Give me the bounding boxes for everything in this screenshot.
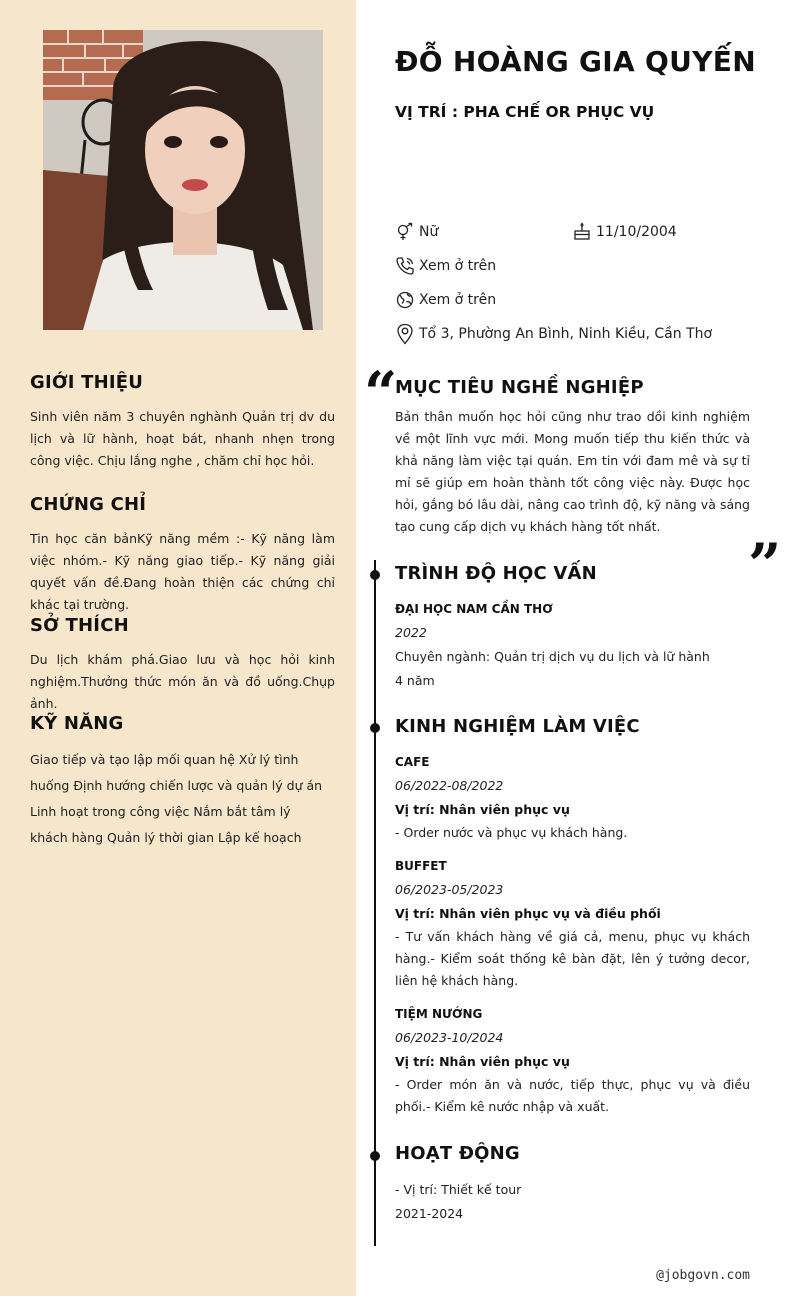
- birthdate-value: 11/10/2004: [596, 224, 677, 240]
- hobbies-title: SỞ THÍCH: [30, 615, 129, 636]
- job-entry: [395, 750, 750, 844]
- birthdate-row: [572, 222, 677, 242]
- quote-open-icon: “: [364, 359, 398, 427]
- job-period: 06/2022-08/2022: [395, 778, 504, 793]
- gender-value: Nữ: [419, 224, 439, 240]
- activities-title: HOẠT ĐỘNG: [395, 1143, 520, 1164]
- website-row: [395, 290, 496, 310]
- activities-role: - Vị trí: Thiết kế tour: [395, 1182, 522, 1197]
- timeline-dot-education: [370, 570, 380, 580]
- phone-value: Xem ở trên: [419, 258, 497, 274]
- job-role: Vị trí: Nhân viên phục vụ: [395, 1054, 570, 1069]
- location-pin-icon: [395, 323, 415, 345]
- experience-title: KINH NGHIỆM LÀM VIỆC: [395, 716, 640, 737]
- job-position: VỊ TRÍ : PHA CHẾ OR PHỤC VỤ: [395, 103, 655, 121]
- job-role: Vị trí: Nhân viên phục vụ và điều phối: [395, 906, 661, 921]
- gender-row: [395, 222, 438, 242]
- phone-row: [395, 256, 496, 276]
- website-value: Xem ở trên: [419, 292, 497, 308]
- job-company: TIỆM NƯỚNG: [395, 1007, 483, 1021]
- sidebar: [0, 0, 356, 1296]
- skills-section: [30, 713, 325, 851]
- education-title: TRÌNH ĐỘ HỌC VẤN: [395, 563, 597, 584]
- job-entry: [395, 854, 750, 992]
- phone-icon: [395, 256, 415, 276]
- hobbies-section: [30, 615, 335, 715]
- job-period: 06/2023-05/2023: [395, 882, 504, 897]
- certificates-title: CHỨNG CHỈ: [30, 494, 147, 515]
- quote-close-icon: ”: [748, 531, 782, 599]
- education-major: Chuyên ngành: Quản trị dịch vụ du lịch và lữ hành: [395, 649, 710, 664]
- candidate-name: ĐỖ HOÀNG GIA QUYẾN: [395, 45, 756, 78]
- timeline-dot-experience: [370, 723, 380, 733]
- main-content: [356, 0, 790, 1296]
- school-name: ĐẠI HỌC NAM CẦN THƠ: [395, 602, 553, 616]
- job-description: - Order nước và phục vụ khách hàng.: [395, 825, 628, 840]
- intro-text: Sinh viên năm 3 chuyên nghành Quản trị dv du lịch và lữ hành, hoạt bát, nhanh nhẹn trong công việc. Chịu lắng nghe , chăm chỉ học hỏi.: [30, 409, 335, 468]
- globe-icon: [395, 290, 415, 310]
- activities-entry: [395, 1178, 750, 1226]
- profile-photo: [43, 30, 323, 330]
- address-value: Tổ 3, Phường An Bình, Ninh Kiều, Cần Thơ: [419, 326, 713, 342]
- job-period: 06/2023-10/2024: [395, 1030, 504, 1045]
- activities-years: 2021-2024: [395, 1206, 464, 1221]
- job-company: BUFFET: [395, 859, 447, 873]
- education-entry: [395, 597, 750, 693]
- job-entry: [395, 1002, 750, 1118]
- cake-icon: [572, 222, 592, 242]
- objective-title: MỤC TIÊU NGHỀ NGHIỆP: [395, 377, 644, 398]
- timeline-line: [374, 560, 376, 1246]
- footer-watermark: @jobgovn.com: [656, 1268, 750, 1283]
- education-duration: 4 năm: [395, 673, 435, 688]
- intro-section: [30, 372, 335, 472]
- timeline-dot-activities: [370, 1151, 380, 1161]
- job-description: - Order món ăn và nước, tiếp thực, phục vụ và điều phối.- Kiểm kê nước nhập và xuất.: [395, 1077, 750, 1114]
- education-year: 2022: [395, 625, 427, 640]
- hobbies-text: Du lịch khám phá.Giao lưu và học hỏi kinh nghiệm.Thưởng thức món ăn và đồ uống.Chụp ảnh.: [30, 652, 335, 711]
- certificates-text: Tin học căn bảnKỹ năng mềm :- Kỹ năng làm việc nhóm.- Kỹ năng giao tiếp.- Kỹ năng giải quyết vấn đề.Đang hoàn thiện các chứng chỉ khác tại trường.: [30, 531, 335, 612]
- job-description: - Tư vấn khách hàng về giá cả, menu, phục vụ khách hàng.- Kiểm soát thống kê bàn đặt, lên ý tưởng decor, liên hệ khách hàng.: [395, 929, 750, 988]
- job-role: Vị trí: Nhân viên phục vụ: [395, 802, 570, 817]
- gender-icon: [395, 222, 415, 242]
- objective-text: Bản thân muốn học hỏi cũng như trao dồi kinh nghiệm về một lĩnh vực mới. Mong muốn tiếp thu kiến thức và khả năng làm việc tại quán. Em tin với đam mê và sự tỉ mỉ sẽ giúp em hoàn thành tốt công việc này. Được học hỏi, gắng bó lâu dài, nâng cao trình độ, kỹ năng và sáng tạo cung cấp dịch vụ khách hàng tốt nhất.: [395, 409, 750, 534]
- skills-text: Giao tiếp và tạo lập mối quan hệ Xử lý tình huống Định hướng chiến lược và quản lý dự án Linh hoạt trong công việc Nắm bắt tâm lý khách hàng Quản lý thời gian Lập kế hoạch: [30, 752, 323, 845]
- job-company: CAFE: [395, 755, 430, 769]
- address-row: [395, 323, 712, 345]
- intro-title: GIỚI THIỆU: [30, 372, 144, 393]
- skills-title: KỸ NĂNG: [30, 713, 124, 734]
- certificates-section: [30, 494, 335, 616]
